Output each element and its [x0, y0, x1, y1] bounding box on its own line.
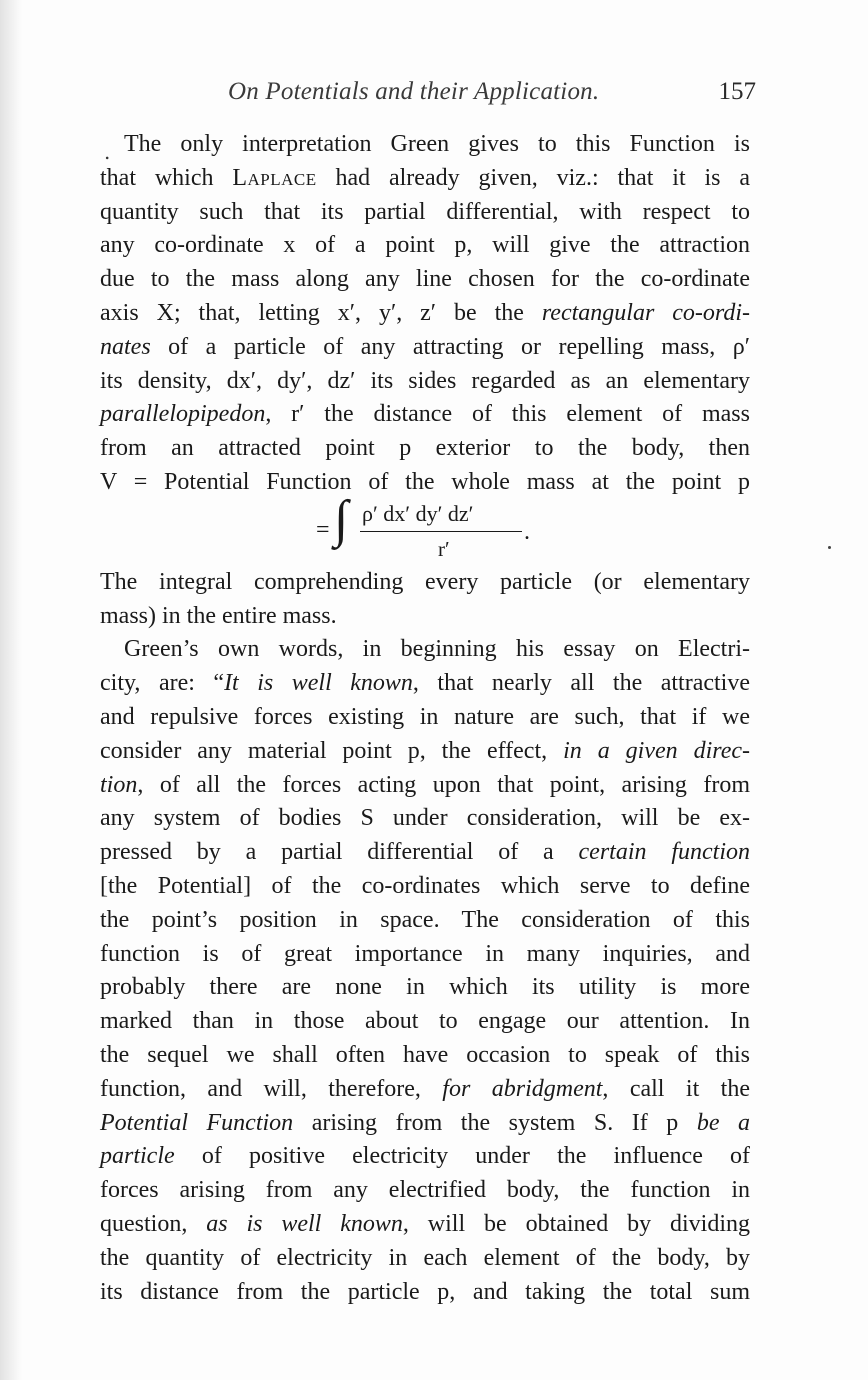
- text-run: that which: [100, 164, 233, 191]
- page-number: 157: [718, 78, 756, 105]
- text-run: , r′ the distance of this element of mass: [265, 401, 750, 428]
- text-line: [100, 1242, 750, 1276]
- text-line: [100, 566, 750, 600]
- text-run: mass) in the entire mass.: [100, 602, 337, 629]
- text-line: [100, 633, 750, 667]
- text-run: city, are: “: [100, 670, 225, 697]
- page-edge-shadow: [0, 0, 22, 1380]
- text-line: [100, 331, 750, 365]
- text-line: [100, 1140, 750, 1174]
- formula-period: .: [524, 518, 530, 545]
- italic-run: as is well known: [206, 1210, 403, 1237]
- italic-run: rectangular co-ordi-: [541, 299, 750, 326]
- text-run: function is of great importance in many inquiries, and: [100, 940, 750, 967]
- text-line: [100, 1208, 750, 1242]
- text-line: [100, 600, 750, 634]
- text-line: [100, 128, 750, 162]
- text-line: [100, 432, 750, 466]
- text-run: arising from the system S. If p: [293, 1109, 697, 1136]
- paragraph-3: [100, 633, 750, 1309]
- text-run: its distance from the particle p, and taking the total sum: [100, 1278, 750, 1305]
- text-run: question,: [100, 1210, 207, 1237]
- text-line: [100, 938, 750, 972]
- text-run: quantity such that its partial differential, with respect to: [100, 198, 750, 225]
- text-run: probably there are none in which its utility is more: [100, 974, 750, 1001]
- text-run: The integral comprehending every particle (or elementary: [100, 568, 750, 595]
- text-line: [100, 365, 750, 399]
- text-run: The only interpretation Green gives to this Function is: [124, 131, 750, 157]
- text-line: [100, 802, 750, 836]
- running-head: On Potentials and their Application.: [228, 78, 600, 105]
- italic-run: be a: [696, 1109, 751, 1136]
- text-run: , call it the: [602, 1075, 750, 1102]
- potential-formula: [100, 490, 750, 566]
- text-run: any co-ordinate x of a point p, will give the attraction: [100, 232, 750, 259]
- text-run: forces arising from any electrified body, the function in: [100, 1177, 750, 1204]
- italic-run: It is well known: [224, 670, 413, 697]
- text-line: [100, 870, 750, 904]
- integral-sign: ∫: [334, 490, 349, 548]
- text-run: of a particle of any attracting or repelling mass, ρ′: [150, 333, 750, 360]
- text-line: [100, 1276, 750, 1310]
- text-run: , will be obtained by dividing: [402, 1210, 750, 1237]
- text-run: marked than in those about to engage our attention. In: [100, 1008, 750, 1035]
- text-run: pressed by a partial differential of a: [100, 839, 579, 866]
- text-run: function, and will, therefore,: [100, 1075, 443, 1102]
- italic-run: for abridgment: [442, 1075, 603, 1102]
- text-line: [100, 971, 750, 1005]
- body-text: [100, 128, 750, 1309]
- text-run: , that nearly all the attractive: [412, 670, 750, 697]
- italic-run: nates: [100, 333, 151, 360]
- formula-equals: =: [316, 516, 330, 543]
- page-header: [100, 78, 760, 108]
- text-run: the point’s position in space. The consideration of this: [100, 906, 750, 933]
- text-line: [100, 1005, 750, 1039]
- italic-run: in a given direc-: [563, 737, 750, 764]
- italic-run: particle: [100, 1143, 175, 1170]
- text-line: [100, 1107, 750, 1141]
- italic-run: certain function: [578, 839, 750, 866]
- formula-numerator: ρ′ dx′ dy′ dz′: [362, 500, 474, 526]
- text-run: its density, dx′, dy′, dz′ its sides regarded as an elementary: [100, 367, 750, 394]
- text-run: , of all the forces acting upon that point, arising from: [137, 771, 750, 798]
- text-run: consider any material point p, the effect,: [100, 737, 564, 764]
- text-run: the sequel we shall often have occasion to speak of this: [100, 1041, 750, 1068]
- ink-speck: .: [104, 140, 111, 164]
- text-line: [100, 701, 750, 735]
- italic-run: parallelopipedon: [100, 401, 266, 428]
- text-run: [the Potential] of the co-ordinates which serve to define: [100, 872, 750, 899]
- italic-run: Potential Function: [100, 1109, 294, 1136]
- text-line: [100, 667, 750, 701]
- text-line: [100, 769, 750, 803]
- text-run: Green’s own words, in beginning his essay on Electri-: [124, 636, 750, 663]
- text-run: V = Potential Function of the whole mass at the point p: [100, 468, 750, 495]
- text-run: the quantity of electricity in each element of the body, by: [100, 1244, 750, 1271]
- text-run: of positive electricity under the influence of: [174, 1143, 750, 1170]
- text-run: had already given, viz.: that it is a: [316, 164, 750, 191]
- text-run: any system of bodies S under consideration, will be ex-: [100, 805, 750, 832]
- text-line: [100, 398, 750, 432]
- ink-speck: [828, 546, 831, 549]
- text-line: [100, 836, 750, 870]
- text-line: [100, 263, 750, 297]
- text-run: from an attracted point p exterior to the body, then: [100, 435, 750, 462]
- text-line: [100, 1073, 750, 1107]
- fraction-bar: [360, 531, 522, 532]
- text-line: [100, 735, 750, 769]
- paragraph-1: [100, 128, 750, 500]
- italic-run: tion: [100, 771, 138, 798]
- text-line: [100, 1174, 750, 1208]
- text-run: axis X; that, letting x′, y′, z′ be the: [100, 299, 542, 326]
- text-line: [100, 1039, 750, 1073]
- paragraph-2: [100, 566, 750, 634]
- text-line: [100, 297, 750, 331]
- text-run: and repulsive forces existing in nature are such, that if we: [100, 703, 750, 730]
- text-run: due to the mass along any line chosen for the co-ordinate: [100, 266, 750, 293]
- text-line: [100, 904, 750, 938]
- text-line: [100, 162, 750, 196]
- text-line: [100, 196, 750, 230]
- text-line: [100, 466, 750, 500]
- text-line: [100, 229, 750, 263]
- formula-denominator: r′: [438, 536, 450, 561]
- small-caps-run: Laplace: [232, 164, 317, 191]
